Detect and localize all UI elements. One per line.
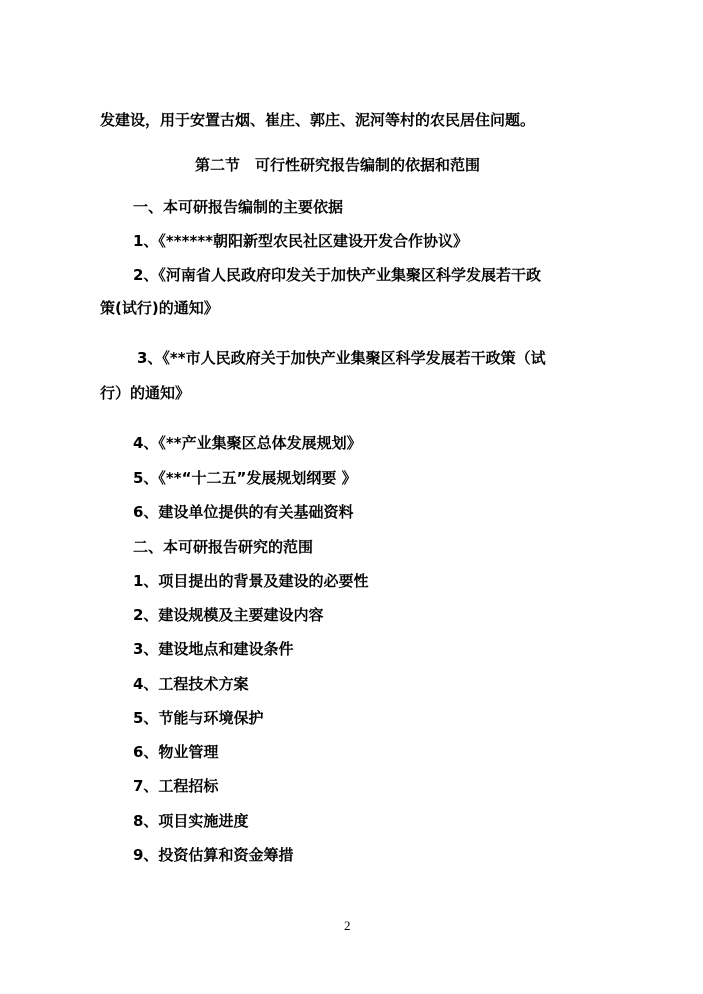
page-number: 2 (344, 918, 351, 933)
basis-item: 5、《**“十二五”发展规划纲要 》 (133, 469, 357, 487)
basis-item-continued: 策(试行)的通知》 (100, 299, 219, 317)
basis-heading: 一、本可研报告编制的主要依据 (133, 198, 344, 216)
scope-item: 1、项目提出的背景及建设的必要性 (133, 572, 369, 590)
basis-item: 2、《河南省人民政府印发关于加快产业集聚区科学发展若干政 (133, 266, 541, 284)
basis-item: 6、建设单位提供的有关基础资料 (133, 503, 354, 521)
scope-item: 6、物业管理 (133, 743, 219, 761)
basis-item: 4、《**产业集聚区总体发展规划》 (133, 434, 362, 452)
scope-item: 9、投资估算和资金筹措 (133, 846, 294, 864)
section-title: 第二节 可行性研究报告编制的依据和范围 (195, 156, 481, 174)
scope-item: 8、项目实施进度 (133, 812, 249, 830)
scope-item: 7、工程招标 (133, 777, 219, 795)
scope-item: 2、建设规模及主要建设内容 (133, 606, 324, 624)
continuation-text: 发建设，用于安置古烟、崔庄、郭庄、泥河等村的农民居住问题。 (100, 111, 536, 129)
scope-item: 5、节能与环境保护 (133, 709, 264, 727)
scope-item: 4、工程技术方案 (133, 675, 249, 693)
scope-heading: 二、本可研报告研究的范围 (133, 538, 314, 556)
basis-item: 3、《**市人民政府关于加快产业集聚区科学发展若干政策（试 (137, 349, 546, 367)
basis-item-continued: 行）的通知》 (100, 384, 191, 402)
scope-item: 3、建设地点和建设条件 (133, 640, 294, 658)
basis-item: 1、《******朝阳新型农民社区建设开发合作协议》 (133, 232, 469, 250)
